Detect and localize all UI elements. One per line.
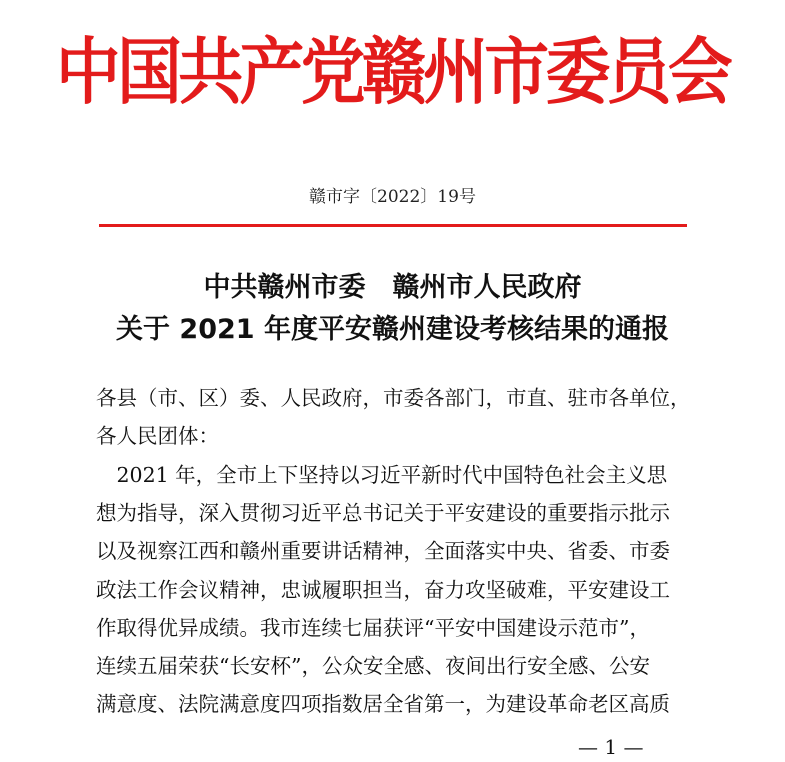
document-title-line-1: 中共赣州市委 赣州市人民政府 [203, 272, 582, 303]
document-title-line-2: 关于 2021 年度平安赣州建设考核结果的通报 [116, 314, 669, 345]
body-line-4: 想为指导，深入贯彻习近平总书记关于平安建设的重要指示批示 [96, 501, 670, 525]
red-separator-rule [99, 224, 687, 227]
document-masthead: 中国共产党赣州市委员会 [55, 30, 730, 114]
body-line-7: 作取得优异成绩。我市连续七届获评“平安中国建设示范市”， [96, 616, 650, 640]
body-line-1: 各县（市、区）委、人民政府，市委各部门，市直、驻市各单位， [96, 386, 691, 410]
body-line-8: 连续五届荣获“长安杯”，公众安全感、夜间出行安全感、公安 [96, 654, 650, 678]
body-line-9: 满意度、法院满意度四项指数居全省第一，为建设革命老区高质 [96, 692, 670, 716]
body-line-3: 2021 年，全市上下坚持以习近平新时代中国特色社会主义思 [96, 463, 668, 487]
page-number: — 1 — [578, 735, 644, 759]
body-line-5: 以及视察江西和赣州重要讲话精神，全面落实中央、省委、市委 [96, 539, 670, 563]
document-number: 赣市字〔2022〕19号 [309, 187, 476, 207]
body-line-2: 各人民团体： [96, 424, 219, 448]
body-line-6: 政法工作会议精神，忠诚履职担当，奋力攻坚破难，平安建设工 [96, 578, 670, 602]
